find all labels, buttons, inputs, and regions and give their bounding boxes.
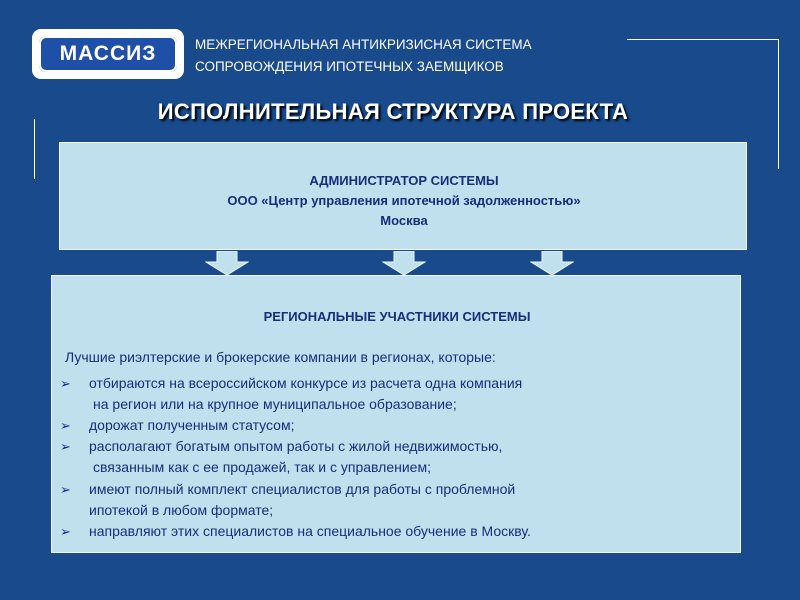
org-name-line-2: СОПРОВОЖДЕНИЯ ИПОТЕЧНЫХ ЗАЕМЩИКОВ xyxy=(195,59,504,74)
bullet-item: направляют этих специалистов на специальное обучение в Москву. xyxy=(89,523,531,539)
regional-title: РЕГИОНАЛЬНЫЕ УЧАСТНИКИ СИСТЕМЫ xyxy=(263,309,531,324)
admin-heading: АДМИНИСТРАТОР СИСТЕМЫ xyxy=(309,173,499,188)
regional-panel xyxy=(51,275,741,553)
regional-intro: Лучшие риэлтерские и брокерские компании в регионах, которые: xyxy=(65,349,496,365)
deco-line-top xyxy=(627,39,779,40)
bullet-item-continuation: связанным как с ее продажей, так и с управлением; xyxy=(93,459,431,475)
admin-panel xyxy=(59,142,747,250)
down-arrow-icon xyxy=(205,251,249,276)
arrow-bullet-icon: ➢ xyxy=(60,482,71,497)
bullet-item-continuation: ипотекой в любом формате; xyxy=(89,502,274,518)
org-name-line-1: МЕЖРЕГИОНАЛЬНАЯ АНТИКРИЗИСНАЯ СИСТЕМА xyxy=(195,37,532,52)
admin-city: Москва xyxy=(380,213,428,228)
arrow-bullet-icon: ➢ xyxy=(60,376,71,391)
admin-company: ООО «Центр управления ипотечной задолженностью» xyxy=(227,193,581,208)
deco-line-left xyxy=(34,119,35,179)
logo-text: МАССИЗ xyxy=(39,36,177,72)
down-arrow-icon xyxy=(382,251,426,276)
admin-text xyxy=(60,171,748,231)
arrow-bullet-icon: ➢ xyxy=(60,524,71,539)
massiz-logo xyxy=(32,29,184,79)
bullet-item: отбираются на всероссийском конкурсе из расчета одна компания xyxy=(89,375,523,391)
bullet-item: имеют полный комплект специалистов для работы с проблемной xyxy=(89,481,516,497)
bullet-item: дорожат полученным статусом; xyxy=(89,417,295,433)
page-title: ИСПОЛНИТЕЛЬНАЯ СТРУКТУРА ПРОЕКТА xyxy=(157,99,629,124)
bullet-item-continuation: на регион или на крупное муниципальное образование; xyxy=(93,396,457,412)
bullet-item: располагают богатым опытом работы с жилой недвижимостью, xyxy=(89,438,503,454)
arrow-bullet-icon: ➢ xyxy=(60,439,71,454)
down-arrow-icon xyxy=(530,251,574,276)
arrow-bullet-icon: ➢ xyxy=(60,418,71,433)
